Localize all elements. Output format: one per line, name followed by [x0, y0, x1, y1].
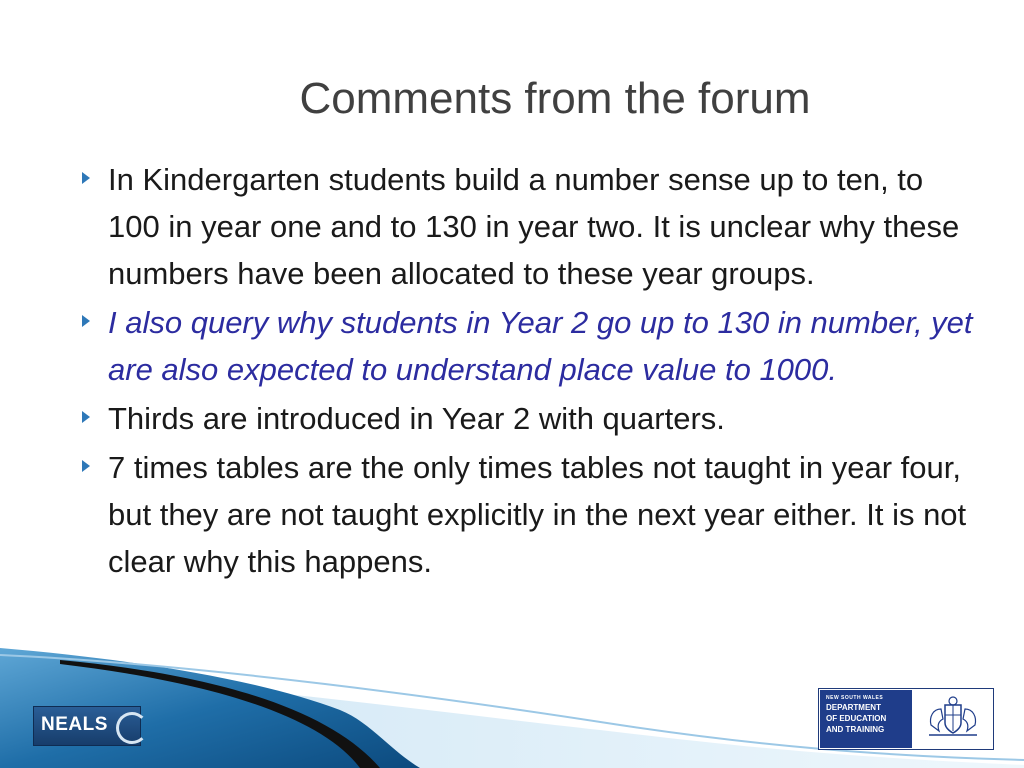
triangle-right-icon	[82, 411, 90, 423]
nsw-department-logo	[818, 688, 994, 750]
bullet-list	[78, 156, 978, 587]
nsw-department-text-block	[820, 690, 912, 748]
bullet-item	[78, 444, 978, 585]
nsw-line-training: AND TRAINING	[826, 725, 885, 734]
triangle-right-icon	[82, 172, 90, 184]
triangle-right-icon	[82, 315, 90, 327]
neals-logo-text: NEALS	[41, 714, 108, 735]
bullet-text: In Kindergarten students build a number sense up to ten, to 100 in year one and to 130 in year two. It is unclear why these numbers have been allocated to these year groups.	[108, 162, 960, 291]
bullet-item	[78, 299, 978, 393]
nsw-coat-of-arms-icon	[921, 695, 985, 741]
bullet-item	[78, 395, 978, 442]
neals-arc-icon	[116, 712, 148, 744]
bullet-item	[78, 156, 978, 297]
neals-logo	[33, 706, 141, 746]
bullet-text: Thirds are introduced in Year 2 with quarters.	[108, 401, 725, 436]
nsw-line-state: NEW SOUTH WALES	[826, 695, 884, 701]
nsw-line-department: DEPARTMENT	[826, 703, 881, 712]
bullet-text: I also query why students in Year 2 go up to 130 in number, yet are also expected to understand place value to 1000.	[108, 305, 973, 387]
triangle-right-icon	[82, 460, 90, 472]
slide-title: Comments from the forum	[299, 74, 811, 123]
bullet-text: 7 times tables are the only times tables not taught in year four, but they are not taught explicitly in the next year either. It is not clear why this happens.	[108, 450, 967, 579]
nsw-line-education: OF EDUCATION	[826, 714, 887, 723]
